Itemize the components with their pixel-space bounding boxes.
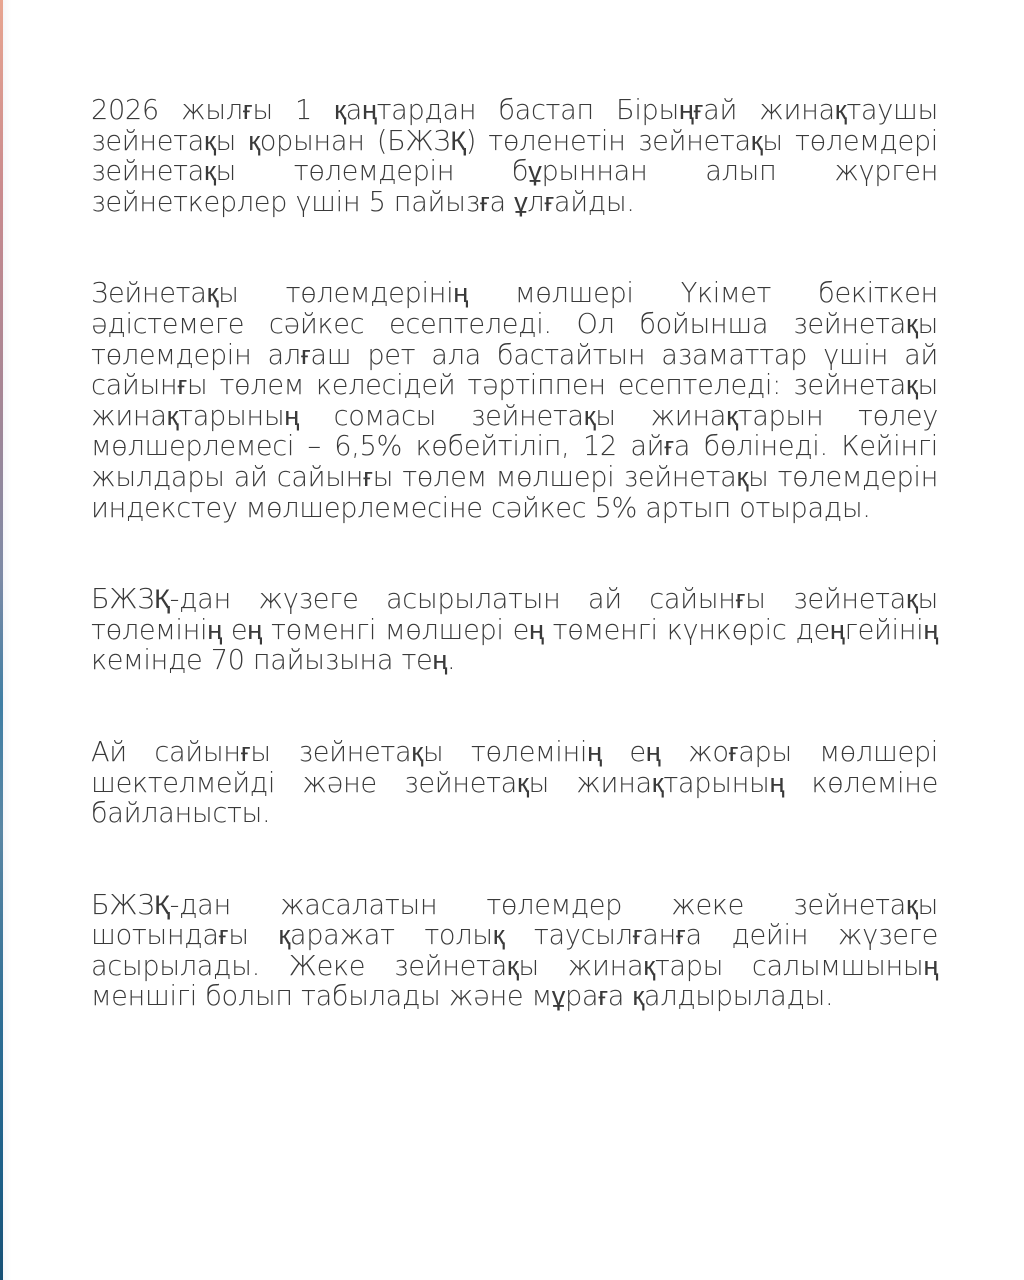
paragraph-payment-duration-inheritance: БЖЗҚ-дан жасалатын төлемдер жеке зейнетақы шотындағы қаражат толық таусылғанға дейін жүзеге асырылады. Жеке зейнетақы жинақтары салымшының меншігі болып табылады және мұраға қалдырылады. (91, 889, 938, 1013)
decorative-edge-glow (3, 0, 11, 1280)
paragraph-calculation-method: Зейнетақы төлемдерінің мөлшері Үкімет бекіткен әдістемеге сәйкес есептеледі. Ол бойынша зейнетақы төлемдерін алғаш рет ала бастайтын азаматтар үшін ай сайынғы төлем келесідей тәртіппен есептеледі: зейнетақы жинақтарының сомасы зейнетақы жинақтарын төлеу мөлшерлемесі – 6,5% көбейтіліп, 12 айға бөлінеді. Кейінгі жылдары ай сайынғы төлем мөлшері зейнетақы төлемдерін индекстеу мөлшерлемесіне сәйкес 5% артып отырады. (91, 278, 938, 524)
document-body (91, 96, 938, 1074)
paragraph-maximum-payment: Ай сайынғы зейнетақы төлемінің ең жоғары мөлшері шектелмейді және зейнетақы жинақтарының көлеміне байланысты. (91, 736, 938, 830)
paragraph-pension-increase: 2026 жылғы 1 қаңтардан бастап Бірыңғай жинақтаушы зейнетақы қорынан (БЖЗҚ) төленетін зейнетақы төлемдері зейнетақы төлемдерін бұрыннан алып жүрген зейнеткерлер үшін 5 пайызға ұлғайды. (91, 95, 938, 218)
paragraph-minimum-payment: БЖЗҚ-дан жүзеге асырылатын ай сайынғы зейнетақы төлемінің ең төменгі мөлшері ең төменгі күнкөріс деңгейінің кемінде 70 пайызына тең. (91, 584, 938, 677)
